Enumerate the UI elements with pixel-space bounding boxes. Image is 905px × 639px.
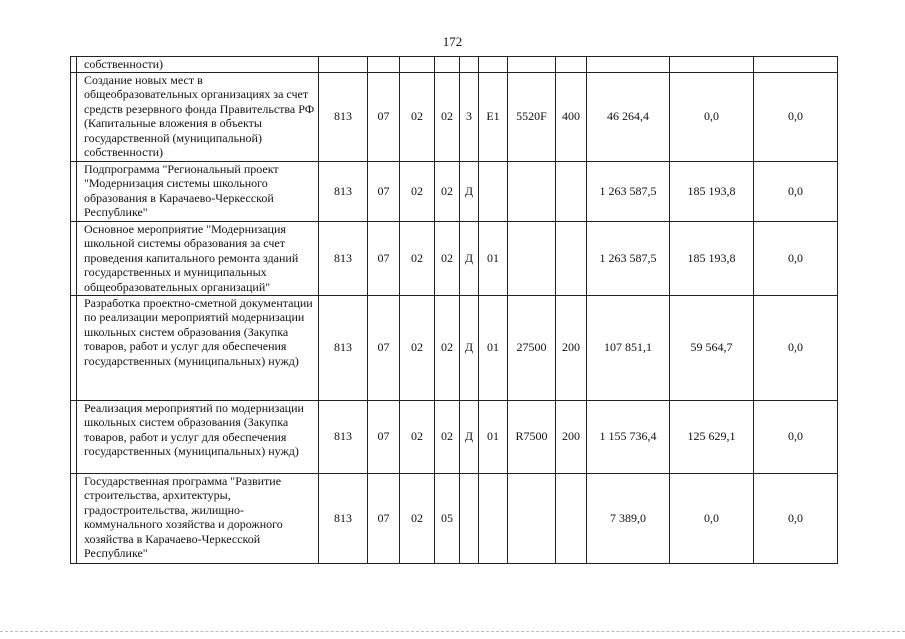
row-name-cell: Государственная программа "Развитие строительства, архитектуры, градостроительства, жилищно-коммунального хозяйства и дорожного хозяйства в Карачаево-Черкесской Республике" <box>77 473 319 563</box>
row-name-cell: Подпрограмма "Региональный проект "Модернизация системы школьного образования в Карачаево-Черкесской Республике" <box>77 161 319 221</box>
table-row <box>71 400 838 473</box>
table-cell: 0,0 <box>754 295 838 400</box>
table-cell: 185 193,8 <box>670 161 754 221</box>
table-cell <box>479 57 508 73</box>
table-cell <box>556 221 587 295</box>
table-cell: 813 <box>319 473 368 563</box>
table-cell: 125 629,1 <box>670 400 754 473</box>
row-name-cell: Основное мероприятие "Модернизация школьной системы образования за счет проведения капитального ремонта зданий государственных и муниципальных общеобразовательных организаций" <box>77 221 319 295</box>
table-cell: 0,0 <box>670 473 754 563</box>
table-cell: 02 <box>400 295 435 400</box>
table-cell: Д <box>460 221 479 295</box>
table-cell: 59 564,7 <box>670 295 754 400</box>
table-cell: 01 <box>479 221 508 295</box>
table-cell: 02 <box>400 473 435 563</box>
table-cell: 46 264,4 <box>587 72 670 161</box>
table-cell <box>556 473 587 563</box>
table-row <box>71 57 838 73</box>
table-row <box>71 161 838 221</box>
table-cell: 07 <box>368 295 400 400</box>
table-cell: 0,0 <box>754 161 838 221</box>
table-row <box>71 295 838 400</box>
table-cell: 02 <box>435 400 460 473</box>
table-cell: 02 <box>400 72 435 161</box>
table-cell: 813 <box>319 400 368 473</box>
table-cell <box>435 57 460 73</box>
table-cell: Д <box>460 400 479 473</box>
table-cell: 02 <box>400 161 435 221</box>
row-name-cell: Реализация мероприятий по модернизации школьных систем образования (Закупка товаров, работ и услуг для обеспечения государственных (муниципальных) нужд) <box>77 400 319 473</box>
table-cell: Д <box>460 161 479 221</box>
table-cell <box>460 473 479 563</box>
table-cell: 813 <box>319 221 368 295</box>
table-cell <box>319 57 368 73</box>
table-cell <box>400 57 435 73</box>
table-cell: 5520F <box>508 72 556 161</box>
table-cell: 07 <box>368 400 400 473</box>
table-cell <box>556 57 587 73</box>
table-cell: 1 155 736,4 <box>587 400 670 473</box>
table-cell <box>479 473 508 563</box>
table-cell: 813 <box>319 295 368 400</box>
table-cell: 0,0 <box>754 72 838 161</box>
table-cell: 02 <box>400 221 435 295</box>
table-cell: 107 851,1 <box>587 295 670 400</box>
table-cell <box>587 57 670 73</box>
table-cell: 07 <box>368 72 400 161</box>
table-cell <box>556 161 587 221</box>
table-cell: 7 389,0 <box>587 473 670 563</box>
table-cell <box>508 161 556 221</box>
table-cell: 02 <box>435 221 460 295</box>
table-cell: 1 263 587,5 <box>587 221 670 295</box>
table-cell: 200 <box>556 400 587 473</box>
table-row <box>71 221 838 295</box>
table-cell: R7500 <box>508 400 556 473</box>
table-cell <box>508 473 556 563</box>
table-cell: 27500 <box>508 295 556 400</box>
table-cell: 400 <box>556 72 587 161</box>
table-cell: E1 <box>479 72 508 161</box>
page-number: 172 <box>442 34 463 49</box>
table-cell: 185 193,8 <box>670 221 754 295</box>
row-name-cell: собственности) <box>77 57 319 73</box>
table-cell: 07 <box>368 473 400 563</box>
table-row <box>71 72 838 161</box>
table-cell: 02 <box>400 400 435 473</box>
table-cell: 05 <box>435 473 460 563</box>
table-cell: 02 <box>435 161 460 221</box>
table-cell: 1 263 587,5 <box>587 161 670 221</box>
table-cell: 01 <box>479 400 508 473</box>
table-cell: 02 <box>435 72 460 161</box>
table-cell: 07 <box>368 161 400 221</box>
table-cell <box>670 57 754 73</box>
table-cell <box>508 221 556 295</box>
table-cell: 07 <box>368 221 400 295</box>
table-cell: 813 <box>319 72 368 161</box>
table-cell: 3 <box>460 72 479 161</box>
row-name-cell: Создание новых мест в общеобразовательных организациях за счет средств резервного фонда Правительства РФ (Капитальные вложения в объекты государственной (муниципальной) собственности) <box>77 72 319 161</box>
table-cell <box>508 57 556 73</box>
table-cell <box>479 161 508 221</box>
bottom-scan-line <box>0 631 905 632</box>
table-cell <box>754 57 838 73</box>
table-body <box>71 57 838 564</box>
table-cell <box>368 57 400 73</box>
table-cell: Д <box>460 295 479 400</box>
table-cell: 02 <box>435 295 460 400</box>
table-row <box>71 473 838 563</box>
table-cell: 01 <box>479 295 508 400</box>
budget-table <box>70 56 838 564</box>
row-name-cell: Разработка проектно-сметной документации по реализации мероприятий модернизации школьных систем образования (Закупка товаров, работ и услуг для обеспечения государственных (муниципальных) нужд) <box>77 295 319 400</box>
table-cell: 0,0 <box>754 400 838 473</box>
table-cell: 0,0 <box>754 473 838 563</box>
table-cell: 0,0 <box>754 221 838 295</box>
table-cell: 813 <box>319 161 368 221</box>
table-cell: 200 <box>556 295 587 400</box>
table-cell: 0,0 <box>670 72 754 161</box>
table-cell <box>460 57 479 73</box>
